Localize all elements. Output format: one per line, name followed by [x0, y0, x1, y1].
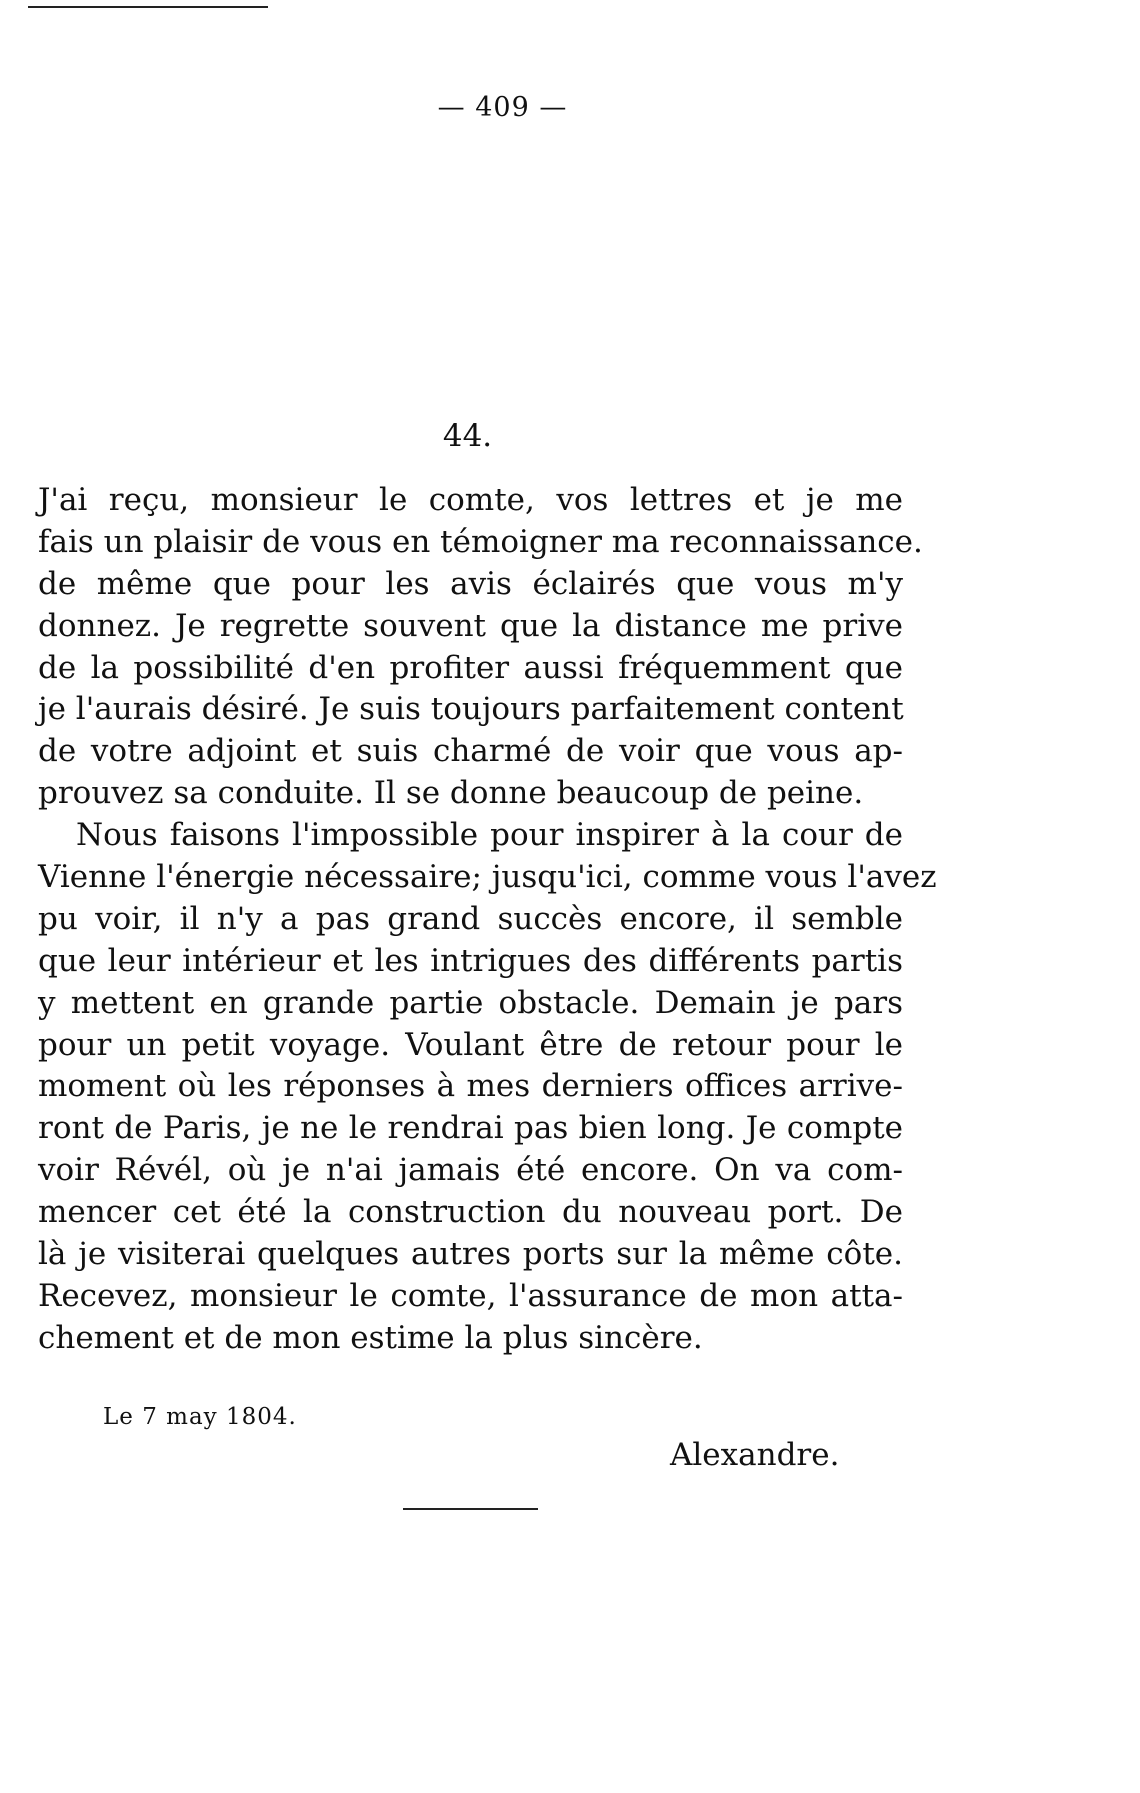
body-line: ront de Paris, je ne le rendrai pas bien long. Je compte	[38, 1110, 903, 1147]
body-line: pu voir, il n'y a pas grand succès encore, il semble	[38, 900, 903, 937]
closing-rule	[403, 1508, 538, 1510]
body-line: y mettent en grande partie obstacle. Demain je pars	[38, 984, 903, 1021]
body-line: Nous faisons l'impossible pour inspirer à la cour de	[76, 817, 903, 854]
body-line: mencer cet été la construction du nouveau port. De	[38, 1194, 903, 1231]
page-number: — 409 —	[437, 92, 568, 123]
letter-body	[38, 480, 937, 1360]
body-line: de même que pour les avis éclairés que vous m'y	[38, 565, 903, 602]
body-line: je l'aurais désiré. Je suis toujours parfaitement content	[38, 691, 904, 728]
top-rule	[28, 6, 268, 8]
body-line: J'ai reçu, monsieur le comte, vos lettres et je me	[38, 482, 903, 518]
body-line: là je visiterai quelques autres ports sur la même côte.	[38, 1236, 903, 1273]
body-line: chement et de mon estime la plus sincère.	[38, 1319, 703, 1356]
body-line: Recevez, monsieur le comte, l'assurance de mon atta-	[38, 1277, 903, 1314]
body-line: moment où les réponses à mes derniers offices arrive-	[38, 1068, 903, 1105]
letter-date: Le 7 may 1804.	[103, 1404, 297, 1430]
body-line: prouvez sa conduite. Il se donne beaucoup de peine.	[38, 775, 864, 812]
body-line: pour un petit voyage. Voulant être de retour pour le	[38, 1026, 903, 1063]
body-line: de votre adjoint et suis charmé de voir que vous ap-	[38, 733, 903, 770]
body-line: que leur intérieur et les intrigues des différents partis	[38, 942, 903, 979]
letter-number: 44.	[442, 418, 493, 454]
body-line: donnez. Je regrette souvent que la distance me prive	[38, 607, 903, 644]
body-line: Vienne l'énergie nécessaire; jusqu'ici, comme vous l'avez	[38, 859, 937, 896]
body-line: voir Révél, où je n'ai jamais été encore. On va com-	[38, 1152, 903, 1189]
signature: Alexandre.	[670, 1437, 840, 1473]
body-line: de la possibilité d'en profiter aussi fréquemment que	[38, 649, 903, 686]
body-line: fais un plaisir de vous en témoigner ma reconnaissance.	[38, 523, 923, 560]
